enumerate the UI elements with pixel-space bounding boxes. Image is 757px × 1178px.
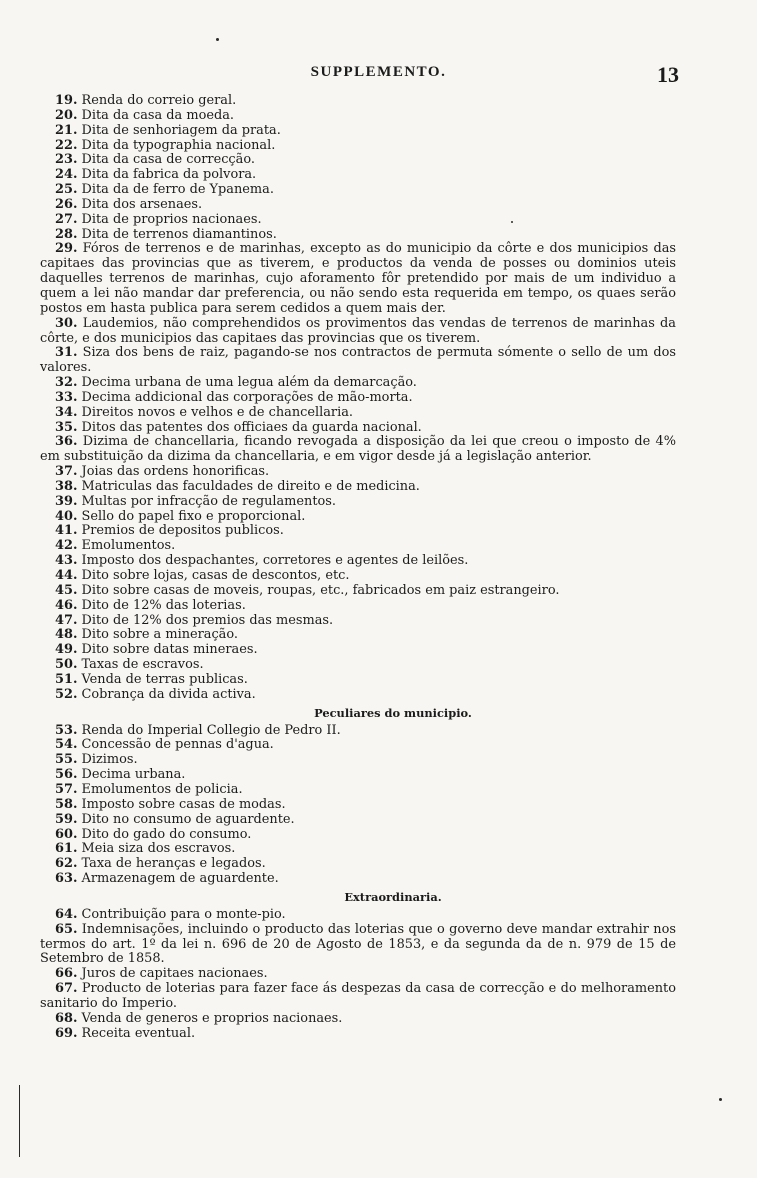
item-number: 21. [55,122,78,138]
list-item [40,554,676,569]
item-text: Laudemios, não comprehendidos os provimentos das vendas de terrenos de marinhas da côrte, e dos municipios das capitaes das provincias que os tiverem. [40,315,676,346]
item-text: Dito do gado do consumo. [81,826,252,842]
item-text: Emolumentos. [81,538,176,554]
list-item [40,153,676,168]
item-text: Venda de generos e proprios nacionaes. [81,1010,343,1026]
list-item [40,421,676,436]
item-text: Imposto dos despachantes, corretores e agentes de leilões. [81,553,469,569]
ink-speck [511,221,513,223]
item-text: Receita eventual. [81,1025,196,1041]
list-item [40,724,676,739]
item-number: 36. [55,434,78,450]
list-item [40,982,676,1012]
item-text: Fóros de terrenos e de marinhas, excepto as do municipio da côrte e dos municipios das capitaes das provincias que as tiverem, e productos da venda de posses ou dominios uteis daquelles terrenos de marinhas, cujo aforamento fôr pretendido por mais de um individuo a quem a lei não mandar dar preferencia, ou não sendo esta requerida em tempo, os quaes serão postos em hasta publica para serem cedidos a quem mais der. [40,241,676,316]
item-text: Renda do Imperial Collegio de Pedro II. [81,722,341,738]
page-header [0,62,757,88]
item-number: 58. [55,796,78,812]
item-number: 19. [55,93,78,108]
item-text: Ditos das patentes dos officiaes da guarda nacional. [81,419,422,435]
item-text: Dita de senhoriagem da prata. [81,122,281,138]
item-number: 28. [55,226,78,242]
item-text: Dito de 12% das loterias. [81,597,246,613]
ink-speck [719,1098,722,1101]
ink-speck [216,38,219,41]
item-number: 60. [55,826,78,842]
list-item [40,391,676,406]
list-item [40,688,676,703]
list-item [40,1027,676,1042]
item-number: 44. [55,568,78,583]
item-number: 52. [55,686,78,702]
item-number: 31. [55,345,78,361]
item-text: Dita da casa de correcção. [81,152,255,168]
list-item [40,813,676,828]
item-text: Dito sobre lojas, casas de descontos, etc. [81,568,350,583]
list-item [40,923,676,968]
list-item [40,124,676,139]
item-number: 24. [55,167,78,183]
item-number: 43. [55,553,78,569]
item-text: Indemnisações, incluindo o producto das loterias que o governo deve mandar extrahir nos termos do art. 1º da lei n. 696 de 20 de Agosto de 1853, e da segunda da de n. 979 de 15 de Setembro de 1858. [40,921,676,967]
item-number: 30. [55,315,78,331]
list-item [40,539,676,554]
item-number: 20. [55,107,78,123]
item-text: Dito sobre datas mineraes. [81,642,258,658]
list-item [40,584,676,599]
list-item [40,480,676,495]
item-text: Taxa de heranças e legados. [81,856,266,872]
item-number: 66. [55,966,78,982]
list-item [40,872,676,887]
item-number: 49. [55,642,78,658]
item-text: Premios de depositos publicos. [81,523,284,539]
list-item [40,673,676,688]
item-number: 46. [55,597,78,613]
item-number: 51. [55,671,78,687]
list-item [40,857,676,872]
list-item [40,614,676,629]
list-item [40,213,676,228]
list-item [40,798,676,813]
page-body [40,94,676,1041]
section-heading-extraordinaria: Extraordinaria. [344,889,442,904]
item-text: Sello do papel fixo e proporcional. [81,508,306,524]
item-text: Dito de 12% dos premios das mesmas. [81,612,334,628]
list-item [40,828,676,843]
item-number: 65. [55,921,78,937]
item-text: Imposto sobre casas de modas. [81,796,286,812]
item-number: 33. [55,389,78,405]
item-text: Contribuição para o monte-pio. [81,906,286,922]
list-item [40,435,676,465]
item-number: 63. [55,871,78,887]
revenue-list-general [40,94,676,703]
item-text: Dizimos. [81,752,138,768]
item-text: Juros de capitaes nacionaes. [81,966,268,982]
item-number: 22. [55,137,78,153]
item-number: 25. [55,182,78,198]
list-item [40,569,676,584]
item-number: 64. [55,906,78,922]
item-number: 55. [55,752,78,768]
item-number: 42. [55,538,78,554]
item-text: Dita da de ferro de Ypanema. [81,182,274,198]
list-item [40,628,676,643]
item-text: Concessão de pennas d'agua. [81,737,274,753]
margin-rule [19,1085,20,1157]
list-item [40,228,676,243]
item-text: Dita da fabrica da polvora. [81,167,257,183]
revenue-list-extraordinaria [40,908,676,1042]
list-item [40,1012,676,1027]
item-text: Decima urbana. [81,767,186,783]
list-item [40,753,676,768]
list-item [40,510,676,525]
list-item [40,908,676,923]
item-number: 38. [55,478,78,494]
item-text: Decima urbana de uma legua além da demarcação. [81,375,417,391]
item-text: Dita dos arsenaes. [81,196,203,212]
item-number: 59. [55,811,78,827]
list-item [40,317,676,347]
item-number: 39. [55,493,78,509]
item-text: Direitos novos e velhos e de chancellaria. [81,404,353,420]
list-item [40,738,676,753]
list-item [40,109,676,124]
item-number: 48. [55,627,78,643]
item-text: Taxas de escravos. [81,657,204,673]
item-number: 67. [55,981,78,997]
item-number: 69. [55,1025,78,1041]
item-number: 35. [55,419,78,435]
item-text: Emolumentos de policia. [81,781,243,797]
item-text: Siza dos bens de raiz, pagando-se nos contractos de permuta sómente o sello de um dos valores. [40,345,676,376]
item-number: 57. [55,781,78,797]
list-item [40,599,676,614]
item-number: 56. [55,767,78,783]
item-number: 40. [55,508,78,524]
item-number: 23. [55,152,78,168]
list-item [40,168,676,183]
item-text: Multas por infracção de regulamentos. [81,493,336,509]
item-number: 32. [55,375,78,391]
item-text: Dita de proprios nacionaes. [81,211,262,227]
item-text: Joias das ordens honorificas. [81,464,270,480]
list-item [40,94,676,109]
list-item [40,524,676,539]
item-text: Dizima de chancellaria, ficando revogada a disposição da lei que creou o imposto de 4% em substituição da dizima da chancellaria, e em vigor desde já a legislação anterior. [40,434,676,465]
item-text: Decima addicional das corporações de mão-morta. [81,389,413,405]
item-number: 47. [55,612,78,628]
list-item [40,658,676,673]
list-item [40,643,676,658]
item-text: Dita da casa da moeda. [81,107,234,123]
running-title: SUPPLEMENTO. [310,64,447,80]
item-text: Venda de terras publicas. [81,671,248,687]
item-number: 27. [55,211,78,227]
item-text: Dito sobre a mineração. [81,627,239,643]
list-item [40,346,676,376]
list-item [40,139,676,154]
item-number: 50. [55,657,78,673]
item-number: 68. [55,1010,78,1026]
item-number: 61. [55,841,78,857]
item-text: Meia siza dos escravos. [81,841,236,857]
item-number: 29. [55,241,78,257]
list-item [40,842,676,857]
list-item [40,783,676,798]
item-number: 41. [55,523,78,539]
item-text: Cobrança da divida activa. [81,686,256,702]
item-text: Renda do correio geral. [81,93,237,108]
item-number: 34. [55,404,78,420]
list-item [40,406,676,421]
item-text: Armazenagem de aguardente. [81,871,279,887]
item-text: Dita de terrenos diamantinos. [81,226,277,242]
list-item [40,183,676,198]
item-number: 54. [55,737,78,753]
page-number: 13 [657,62,679,87]
item-text: Producto de loterias para fazer face ás despezas da casa de correcção e do melhoramento sanitario do Imperio. [40,981,676,1011]
item-text: Matriculas das faculdades de direito e de medicina. [81,478,420,494]
item-number: 37. [55,464,78,480]
item-number: 26. [55,196,78,212]
list-item [40,768,676,783]
item-number: 62. [55,856,78,872]
list-item [40,376,676,391]
list-item [40,242,676,316]
list-item [40,198,676,213]
item-text: Dito no consumo de aguardente. [81,811,295,827]
list-item [40,465,676,480]
item-text: Dito sobre casas de moveis, roupas, etc., fabricados em paiz estrangeiro. [81,582,560,598]
list-item [40,495,676,510]
item-number: 45. [55,582,78,598]
revenue-list-municipio [40,724,676,887]
section-heading-municipio: Peculiares do municipio. [314,705,472,720]
item-text: Dita da typographia nacional. [81,137,276,153]
item-number: 53. [55,722,78,738]
list-item [40,967,676,982]
